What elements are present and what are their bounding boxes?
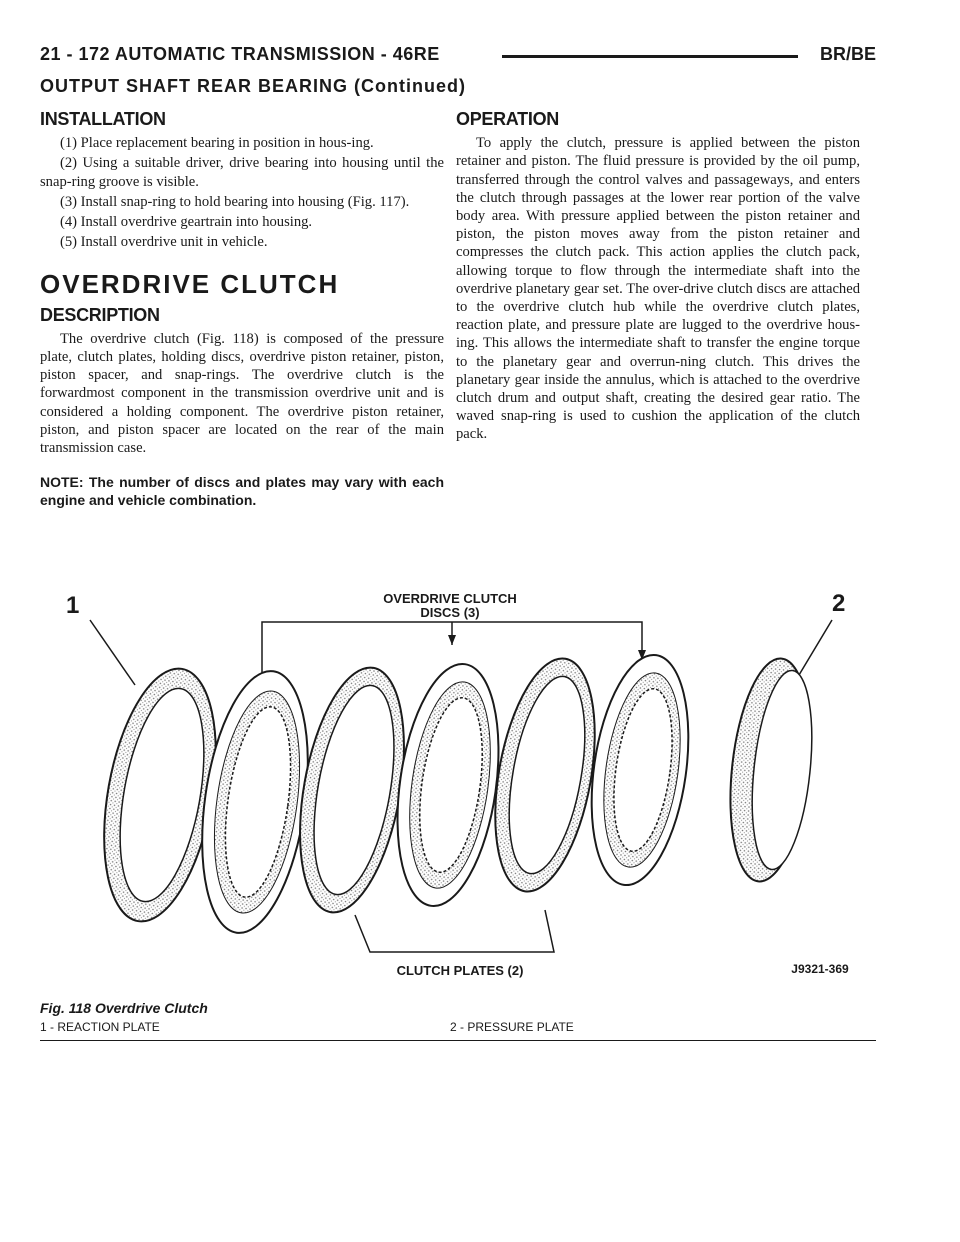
left-column — [40, 110, 444, 511]
page-reference: 21 - 172 AUTOMATIC TRANSMISSION - 46RE — [40, 44, 440, 64]
note-text: NOTE: The number of discs and plates may vary with each engine and vehicle combination. — [40, 474, 444, 509]
figure-overdrive-clutch — [40, 580, 876, 1000]
legend-item-1: 1 - REACTION PLATE — [40, 1020, 160, 1034]
figure-caption: Fig. 118 Overdrive Clutch — [40, 1000, 208, 1016]
operation-text: To apply the clutch, pressure is applied between the piston retainer and piston. The fluid pressure is provided by the oil pump, transferred through the control valves and passageways, and enters the clutch through passages at the lower rear portion of the valve body area. With pressure applied between the piston retainer and piston, the piston moves away from the piston retainer and compresses the clutch pack. This action applies the clutch pack, allowing torque to flow through the intermediate shaft into the overdrive planetary gear set. The over-drive clutch discs are attached to the overdrive clutch hub while the overdrive clutch plates, reaction plate, and pressure plate are lugged to the overdrive hous-ing. This allows the intermediate shaft to transfer the engine torque to the planetary gear and overrun-ning clutch. This drives the planetary gear inside the annulus, which is attached to the overdrive clutch drum and output shaft, creating the desired gear ratio. The waved snap-ring is used to cushion the application of the clutch pack. — [456, 135, 860, 443]
installation-step: (4) Install overdrive geartrain into housing. — [60, 214, 313, 231]
header-rule — [502, 55, 798, 58]
page-header — [40, 44, 876, 70]
installation-heading: INSTALLATION — [40, 109, 166, 129]
right-column — [456, 110, 860, 446]
clutch-disc — [578, 649, 701, 892]
description-heading: DESCRIPTION — [40, 304, 160, 325]
description-text: The overdrive clutch (Fig. 118) is composed of the pressure plate, clutch plates, holding discs, overdrive piston retainer, piston, piston spacer, and snap-rings. The overdrive clutch is the forwardmost component in the transmission overdrive unit and is considered a holding component. The overdrive piston retainer, piston, and piston spacer are located on the rear of the main transmission case. — [40, 330, 444, 457]
continued-section-title: OUTPUT SHAFT REAR BEARING (Continued) — [40, 76, 466, 96]
callout-2: 2 — [832, 590, 846, 617]
installation-step: (2) Using a suitable driver, drive bearing into housing until the snap-ring groove is visible. — [40, 155, 444, 190]
discs-label: OVERDRIVE CLUTCH DISCS (3) — [383, 591, 517, 620]
callout-1: 1 — [66, 592, 80, 619]
clutch-plate — [479, 651, 611, 899]
legend-item-2: 2 - PRESSURE PLATE — [450, 1020, 574, 1034]
caption-rule — [40, 1040, 876, 1041]
pressure-plate — [721, 655, 821, 886]
installation-step: (1) Place replacement bearing in position in hous-ing. — [60, 135, 374, 152]
installation-step: (5) Install overdrive unit in vehicle. — [60, 234, 268, 251]
clutch-disc — [383, 658, 512, 913]
drawing-id: J9321-369 — [791, 962, 849, 976]
installation-step: (3) Install snap-ring to hold bearing into housing (Fig. 117). — [60, 193, 410, 210]
plates-label: CLUTCH PLATES (2) — [396, 963, 524, 978]
operation-heading: OPERATION — [456, 109, 559, 129]
model-code: BR/BE — [819, 44, 876, 64]
section-title: OVERDRIVE CLUTCH — [40, 269, 340, 300]
exploded-clutch-illustration — [40, 580, 876, 1000]
